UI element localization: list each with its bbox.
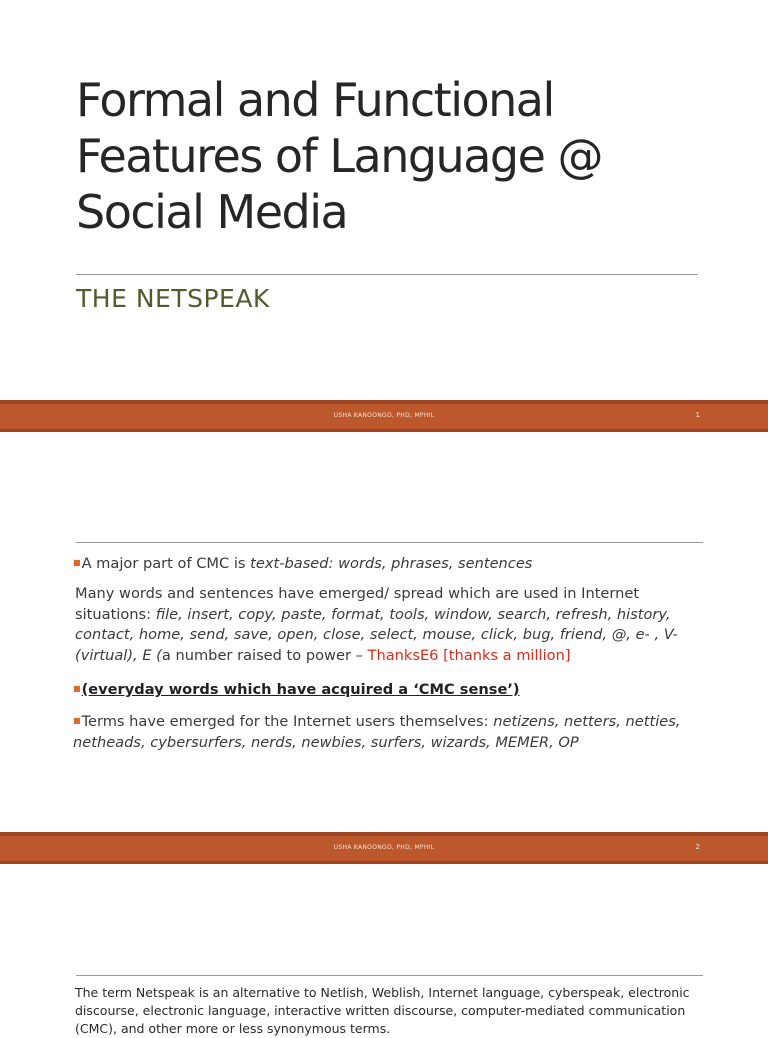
slide-footer-1	[0, 400, 768, 432]
slide-title: Formal and Functional Features of Language @ Social Media	[76, 73, 603, 239]
slide-3	[0, 864, 768, 1036]
footer-page-number: 1	[695, 411, 700, 419]
footer-page-number: 2	[695, 843, 700, 851]
bullet-item	[73, 552, 713, 574]
title-divider	[76, 274, 698, 275]
footer-author: USHA KANOONGO, PHD, MPHIL	[333, 844, 435, 851]
paragraph-text: a number raised to power –	[161, 646, 368, 664]
paragraph-text: Many words and sentences have emerged/ spread which are used in Internet situations:	[75, 585, 640, 623]
square-bullet-icon: ■	[73, 684, 81, 693]
footer-author: USHA KANOONGO, PHD, MPHIL	[333, 412, 435, 419]
paragraph	[75, 584, 715, 666]
bullet-text-italic: text-based: words, phrases, sentences	[250, 555, 533, 572]
paragraph: The term Netspeak is an alternative to Netlish, Weblish, Internet language, cyberspeak, electronic discourse, electronic language, interactive written discourse, computer-mediated communication (CMC), and other more or less synonymous terms.	[75, 985, 690, 1036]
square-bullet-icon: ■	[73, 558, 81, 567]
slide-1	[0, 0, 768, 400]
paragraph-text-italic: file, insert, copy, paste, format, tools, window, search, refresh, history, contact, home, send, save, open, close, select, mouse, click, bug, friend, @, e- , V- (virtual), E (	[75, 605, 678, 664]
square-bullet-icon: ■	[73, 716, 81, 725]
highlight-text: ThanksE6 [thanks a million]	[367, 646, 571, 664]
bullet-item	[73, 710, 713, 753]
footer-edge	[0, 400, 768, 404]
bullet-text-italic: netizens, netters, netties, netheads, cybersurfers, nerds, newbies, surfers, wizards, MEMER, OP	[73, 713, 681, 751]
footer-edge	[0, 832, 768, 836]
bullet-text: Terms have emerged for the Internet users themselves:	[81, 713, 494, 730]
bullet-item	[73, 678, 713, 700]
bullet-text: A major part of CMC is	[81, 555, 251, 572]
bullet-text-bold: (everyday words which have acquired a ‘CMC sense’)	[81, 681, 520, 698]
slide-footer-2	[0, 832, 768, 864]
content-divider	[76, 542, 703, 543]
slide-2	[0, 432, 768, 832]
slide-subtitle: THE NETSPEAK	[76, 284, 270, 313]
content-divider	[76, 975, 703, 976]
